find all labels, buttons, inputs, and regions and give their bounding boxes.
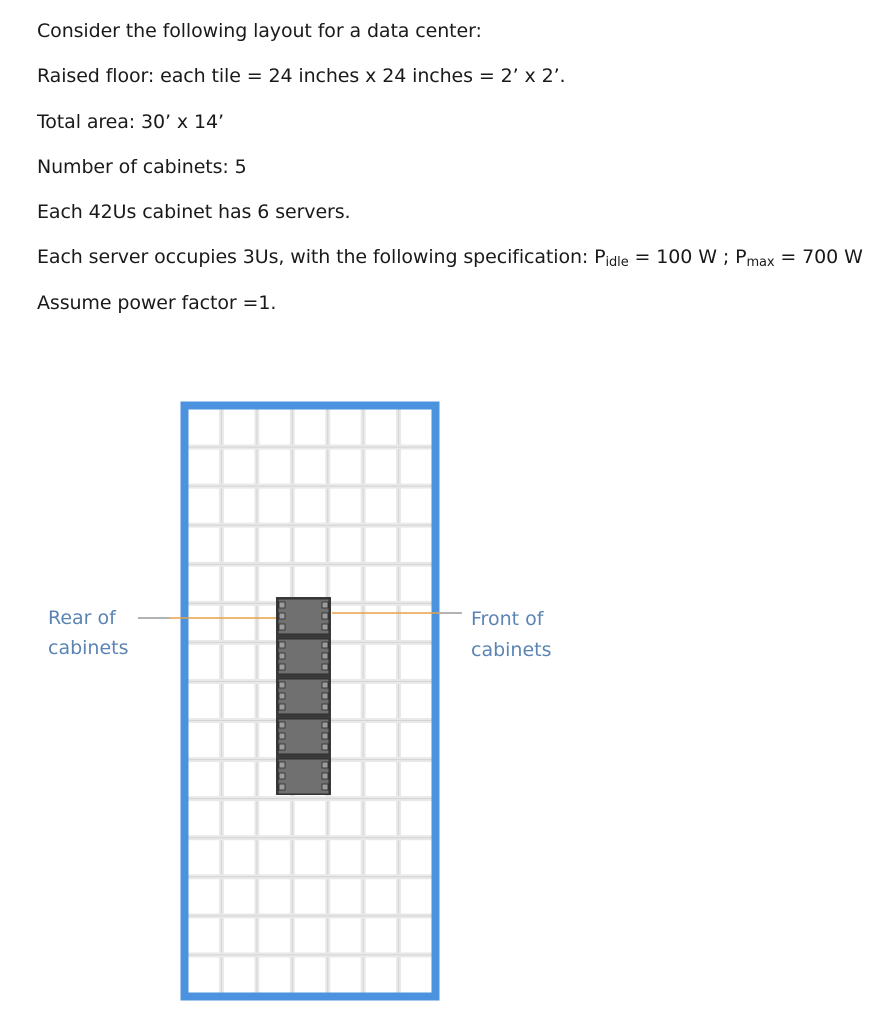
rear-label-line2: cabinets <box>48 637 129 659</box>
cabinet-marker <box>279 602 285 608</box>
front-label-line1: Front of <box>471 608 544 630</box>
data-center-layout-diagram <box>0 380 892 1020</box>
p-idle-subscript: idle <box>605 255 629 270</box>
front-label-line2: cabinets <box>471 639 552 661</box>
cabinet-marker <box>322 653 328 659</box>
cabinet-marker <box>279 704 285 710</box>
server-spec-mid: = 100 W ; P <box>628 246 747 268</box>
cabinet-marker <box>322 693 328 699</box>
cabinet-marker <box>279 784 285 790</box>
cabinet-marker <box>322 642 328 648</box>
cabinet <box>278 759 329 794</box>
cabinet-marker <box>322 773 328 779</box>
intro-text: Consider the following layout for a data center: <box>37 20 482 42</box>
cabinet-marker <box>322 613 328 619</box>
cabinet-marker <box>279 682 285 688</box>
server-spec-prefix: Each server occupies 3Us, with the following specification: P <box>37 246 606 268</box>
cabinet <box>278 599 329 634</box>
cabinet-marker <box>279 744 285 750</box>
cabinet-marker <box>279 693 285 699</box>
server-spec-text <box>37 245 863 269</box>
cabinet-marker <box>279 664 285 670</box>
cabinet-marker <box>322 664 328 670</box>
power-factor-text: Assume power factor =1. <box>37 292 277 314</box>
servers-per-cabinet-text: Each 42Us cabinet has 6 servers. <box>37 201 351 223</box>
cabinet-marker <box>322 722 328 728</box>
cabinet-marker <box>322 624 328 630</box>
cabinet-marker <box>322 733 328 739</box>
cabinet-marker <box>322 602 328 608</box>
rear-label-line1: Rear of <box>48 607 116 629</box>
cabinet-count-text: Number of cabinets: 5 <box>37 156 247 178</box>
cabinet-marker <box>322 762 328 768</box>
total-area-text: Total area: 30’ x 14’ <box>37 111 224 133</box>
cabinet-marker <box>322 784 328 790</box>
cabinet-marker <box>279 624 285 630</box>
cabinet-marker <box>322 682 328 688</box>
cabinet-marker <box>279 642 285 648</box>
raised-floor-text: Raised floor: each tile = 24 inches x 24 inches = 2’ x 2’. <box>37 65 566 87</box>
cabinet-marker <box>279 722 285 728</box>
cabinet-marker <box>279 762 285 768</box>
p-max-subscript: max <box>746 255 775 270</box>
cabinet-marker <box>279 653 285 659</box>
cabinet-marker <box>279 613 285 619</box>
cabinet <box>278 679 329 714</box>
cabinet-marker <box>322 704 328 710</box>
cabinet <box>278 639 329 674</box>
server-spec-suffix: = 700 W <box>774 246 863 268</box>
cabinet-marker <box>322 744 328 750</box>
cabinet-marker <box>279 773 285 779</box>
cabinet-marker <box>279 733 285 739</box>
cabinet <box>278 719 329 754</box>
cabinet-row <box>276 597 331 795</box>
